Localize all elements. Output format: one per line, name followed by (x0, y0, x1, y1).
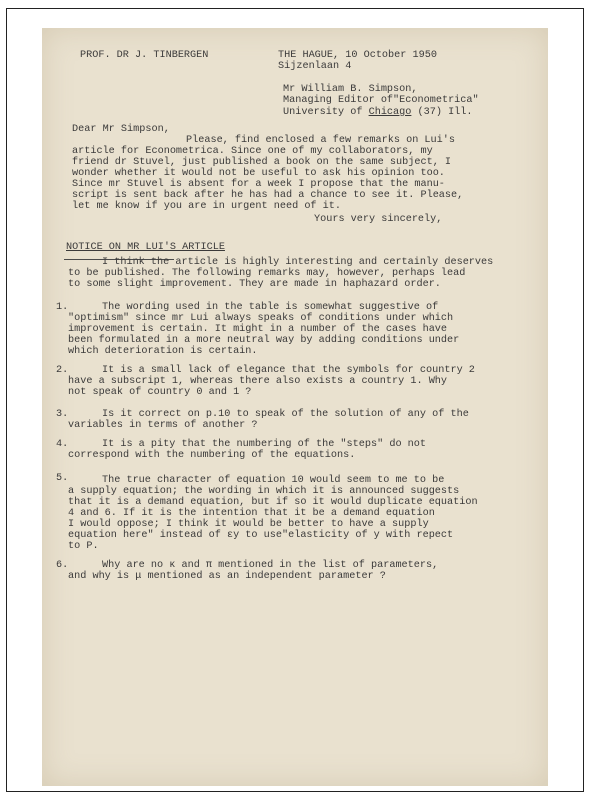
item-line: been formulated in a more neutral way by adding conditions under (68, 335, 460, 346)
item-line: that it is a demand equation, but if so it would duplicate equation (68, 497, 478, 508)
addressee-city: Chicago (368, 107, 412, 118)
item-line: a supply equation; the wording in which it is announced suggests (68, 486, 460, 497)
item-line: which deterioration is certain. (68, 346, 258, 357)
intro-line: I think the article is highly interesting and certainly deserves (102, 257, 494, 268)
letter-line: article for Econometrica. Since one of my collaborators, my (72, 146, 433, 157)
salutation: Dear Mr Simpson, (72, 124, 170, 135)
letter-page (42, 28, 548, 786)
addressee-name: Mr William B. Simpson, (283, 84, 418, 95)
item-line: 4 and 6. If it is the intention that it be a demand equation (68, 508, 435, 519)
letter-line: friend dr Stuvel, just published a book on the same subject, I (72, 157, 452, 168)
street-address: Sijzenlaan 4 (278, 61, 352, 72)
place-date: THE HAGUE, 10 October 1950 (278, 50, 437, 61)
item-line: have a subscript 1, whereas there also exists a country 1. Why (68, 376, 448, 387)
item-number: 3. (56, 409, 69, 420)
item-line: to P. (68, 541, 99, 552)
item-line: "optimism" since mr Lui always speaks of conditions under which (68, 313, 454, 324)
letter-line: Please, find enclosed a few remarks on Lui's (186, 135, 455, 146)
item-line: correspond with the numbering of the equations. (68, 450, 356, 461)
item-line: Why are no κ and π mentioned in the list of parameters, (102, 560, 439, 571)
item-line: not speak of country 0 and 1 ? (68, 387, 252, 398)
letter-line: let me know if you are in urgent need of it. (72, 201, 341, 212)
item-line: variables in terms of another ? (68, 420, 258, 431)
item-number: 2. (56, 365, 69, 376)
closing: Yours very sincerely, (314, 214, 443, 225)
intro-line: to be published. The following remarks may, however, perhaps lead (68, 268, 466, 279)
letter-line: script is sent back after he has had a chance to see it. Please, (72, 190, 464, 201)
letter-line: Since mr Stuvel is absent for a week I propose that the manu- (72, 179, 445, 190)
item-line: equation here" instead of εy to use"elasticity of y with repect (68, 530, 454, 541)
item-line: It is a small lack of elegance that the symbols for country 2 (102, 365, 475, 376)
item-number: 5. (56, 473, 69, 484)
item-line: The true character of equation 10 would seem to me to be (102, 475, 445, 486)
item-number: 1. (56, 302, 69, 313)
item-number: 4. (56, 439, 69, 450)
item-line: I would oppose; I think it would be better to have a supply (68, 519, 429, 530)
notice-heading: NOTICE ON MR LUI'S ARTICLE (66, 242, 225, 253)
item-line: improvement is certain. It might in a number of the cases have (68, 324, 448, 335)
sender-name: PROF. DR J. TINBERGEN (80, 50, 209, 61)
item-line: Is it correct on p.10 to speak of the solution of any of the (102, 409, 469, 420)
intro-line: to some slight improvement. They are made in haphazard order. (68, 279, 441, 290)
item-line: and why is μ mentioned as an independent parameter ? (68, 571, 386, 582)
item-number: 6. (56, 560, 69, 571)
addressee-university: University of Chicago (37) Ill. (283, 107, 473, 118)
item-line: It is a pity that the numbering of the "steps" do not (102, 439, 427, 450)
addressee-role: Managing Editor of"Econometrica" (283, 95, 479, 106)
item-line: The wording used in the table is somewhat suggestive of (102, 302, 439, 313)
letter-line: wonder whether it would not be useful to ask his opinion too. (72, 168, 445, 179)
